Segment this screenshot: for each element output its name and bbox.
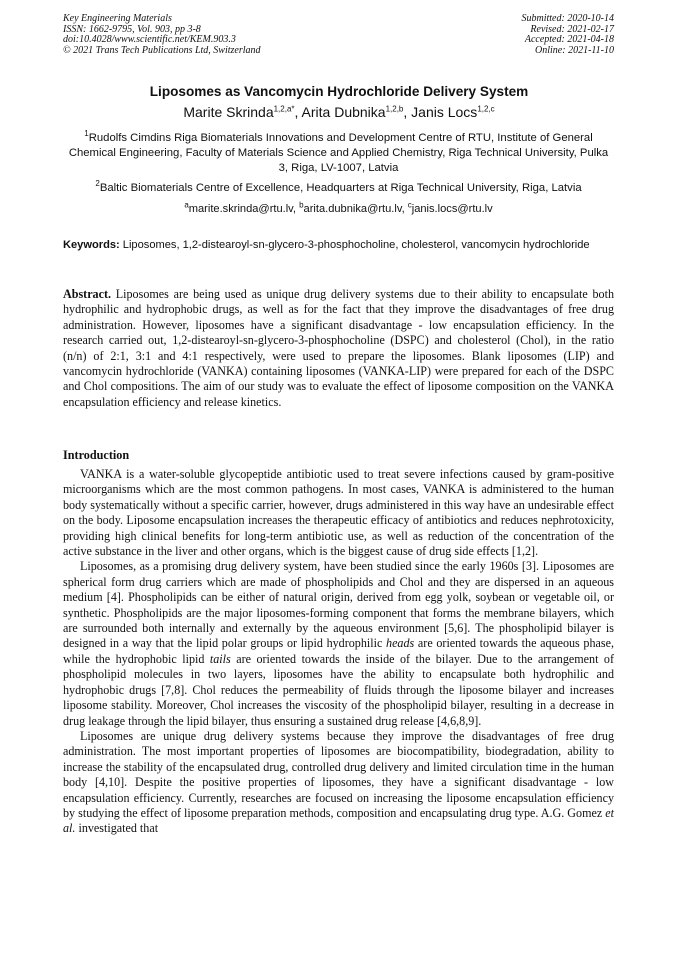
paragraph-text: are oriented towards the inside of the bilayer. Due to the arrangement of phospholipid molecules in two layers, liposomes have the ability to encapsulate both hydrophilic and hydrophobic drugs [7,8]. Chol reduces the permeability of fluids through the liposome bilayer and increases liposome stability. Moreover, Chol increases the viscosity of the phospholipid bilayer, resulting in a decrease in drug leakage through the lipid bilayer, thus ensuring a sustained drug release [4,6,8,9]. [63,651,614,728]
copyright-line: © 2021 Trans Tech Publications Ltd, Switzerland [63,44,261,56]
abstract-text: Liposomes are being used as unique drug delivery systems due to their ability to encapsulate both hydrophilic and hydrophobic drugs, as well as for the fact that they improve the disadvantages of free drug administration. However, liposomes have a significant disadvantage - low encapsulation efficiency. In the research carried out, 1,2-distearoyl-sn-glycero-3-phosphocholine (DSPC) and cholesterol (Chol), in the ratio (n/n) of 2:1, 3:1 and 4:1 respectively, were used to prepare the liposomes. Blank liposomes (LIP) and vancomycin hydrochloride (VANKA) containing liposomes (VANKA-LIP) were prepared for each of the DSPC and Chol compositions. The aim of our study was to evaluate the effect of liposome composition on the VANKA encapsulation efficiency and release kinetics. [63,287,614,409]
journal-info [63,14,261,56]
paragraph [63,729,614,837]
paragraph-text: investigated that [75,821,159,836]
paragraph: VANKA is a water-soluble glycopeptide antibiotic used to treat severe infections caused by gram-positive microorganisms which are the most common pathogens. In most cases, VANKA is administered to the human body systematically without a specific carrier, however, drugs administered in this way have an undesirable effect on the body. Liposome encapsulation increases the therapeutic efficacy of antibiotics and reduces nephrotoxicity, providing high clinical benefits for long-term antibiotic use, as well as reduction of the concentration of the active substance in the liver and other organs, which is the biggest cause of drug side effects [1,2]. [63,467,614,559]
email-link[interactable]: janis.locs@rtu.lv [411,203,493,215]
italic-term: et al. [63,805,614,836]
accepted-date: Accepted: 2021-04-18 [524,34,614,46]
author-name: Marite Skrinda [183,104,274,120]
author-emails [63,200,614,215]
paragraph-text: Liposomes, as a promising drug delivery system, have been studied since the early 1960s [3]. Liposomes are spherical form drug carriers which are made of phospholipids and Chol and they are dispersed in an aqueous medium [4]. Phospholipids can be either of natural origin, derived from egg yolk, soybean or vegetable oil, or synthetic. Phospholipids are the major liposomes-forming component that forms the membrane bilayers, which are surrounded both internally and externally by the aqueous environment [5,6]. The phospholipid bilayer is designed in a way that the lipid polar groups or lipid hydrophilic [63,559,614,651]
paragraph-text: are oriented towards the aqueous phase, while the hydrophobic lipid [63,636,614,666]
email-link[interactable]: arita.dubnika@rtu.lv [303,203,402,215]
affiliation-2 [63,181,614,196]
paragraph [63,559,614,728]
publication-dates [522,14,615,56]
email-separator: , [292,203,300,215]
keywords [63,238,614,253]
email-link[interactable]: marite.skrinda@rtu.lv [188,203,293,215]
abstract [63,287,614,410]
doi-line: doi:10.4028/www.scientific.net/KEM.903.3 [63,34,236,46]
author-affiliation-marker: 1,2,b [385,104,404,114]
submitted-date: Submitted: 2020-10-14 [521,13,614,24]
author-separator: , [294,104,302,120]
keywords-text: Liposomes, 1,2-distearoyl-sn-glycero-3-phosphocholine, cholesterol, vancomycin hydrochloride [119,239,590,251]
italic-term: heads [386,636,415,651]
affiliation-1 [63,131,614,176]
affiliation-text: Rudolfs Cimdins Riga Biomaterials Innovations and Development Centre of RTU, Institute of General Chemical Engineering, Faculty of Materials Science and Applied Chemistry, Riga Technical University, Pulka 3, Riga, LV-1007, Latvia [68,132,609,174]
email-marker: c [407,200,412,210]
paper-title: Liposomes as Vancomycin Hydrochloride Delivery System [149,84,529,99]
revised-date: Revised: 2021-02-17 [530,23,614,35]
author-affiliation-marker: 1,2,a* [273,104,295,114]
keywords-label: Keywords: [63,239,120,251]
author-affiliation-marker: 1,2,c [477,104,495,114]
online-date: Online: 2021-11-10 [535,44,614,56]
author-separator: , [403,104,412,120]
email-marker: b [299,200,304,210]
introduction-body [63,467,614,837]
journal-name: Key Engineering Materials [63,13,172,24]
italic-term: tails [209,651,231,666]
email-separator: , [401,203,408,215]
author-name: Janis Locs [411,104,478,120]
abstract-label: Abstract. [63,287,112,301]
author-name: Arita Dubnika [301,104,386,120]
paragraph-text: Liposomes are unique drug delivery systems because they improve the disadvantages of free drug administration. The most important properties of liposomes are biocompatibility, biodegradation, ability to increase the stability of the encapsulated drug, controlled drug delivery and limited circulation time in the human body [4,10]. Despite the positive properties of liposomes, they have a significant disadvantage - low encapsulation efficiency. Currently, researches are focused on increasing the liposome encapsulation efficiency by studying the effect of liposome preparation methods, composition and encapsulating drug type. A.G. Gomez [63,728,614,820]
affiliation-text: Baltic Biomaterials Centre of Excellence, Headquarters at Riga Technical University, Riga, Latvia [99,182,582,194]
author-list [40,104,638,120]
issn-line: ISSN: 1662-9795, Vol. 903, pp 3-8 [63,23,201,35]
email-marker: a [184,200,189,210]
affiliation-marker: 1 [84,129,89,139]
affiliation-marker: 2 [95,179,100,189]
section-heading-introduction: Introduction [63,448,130,462]
